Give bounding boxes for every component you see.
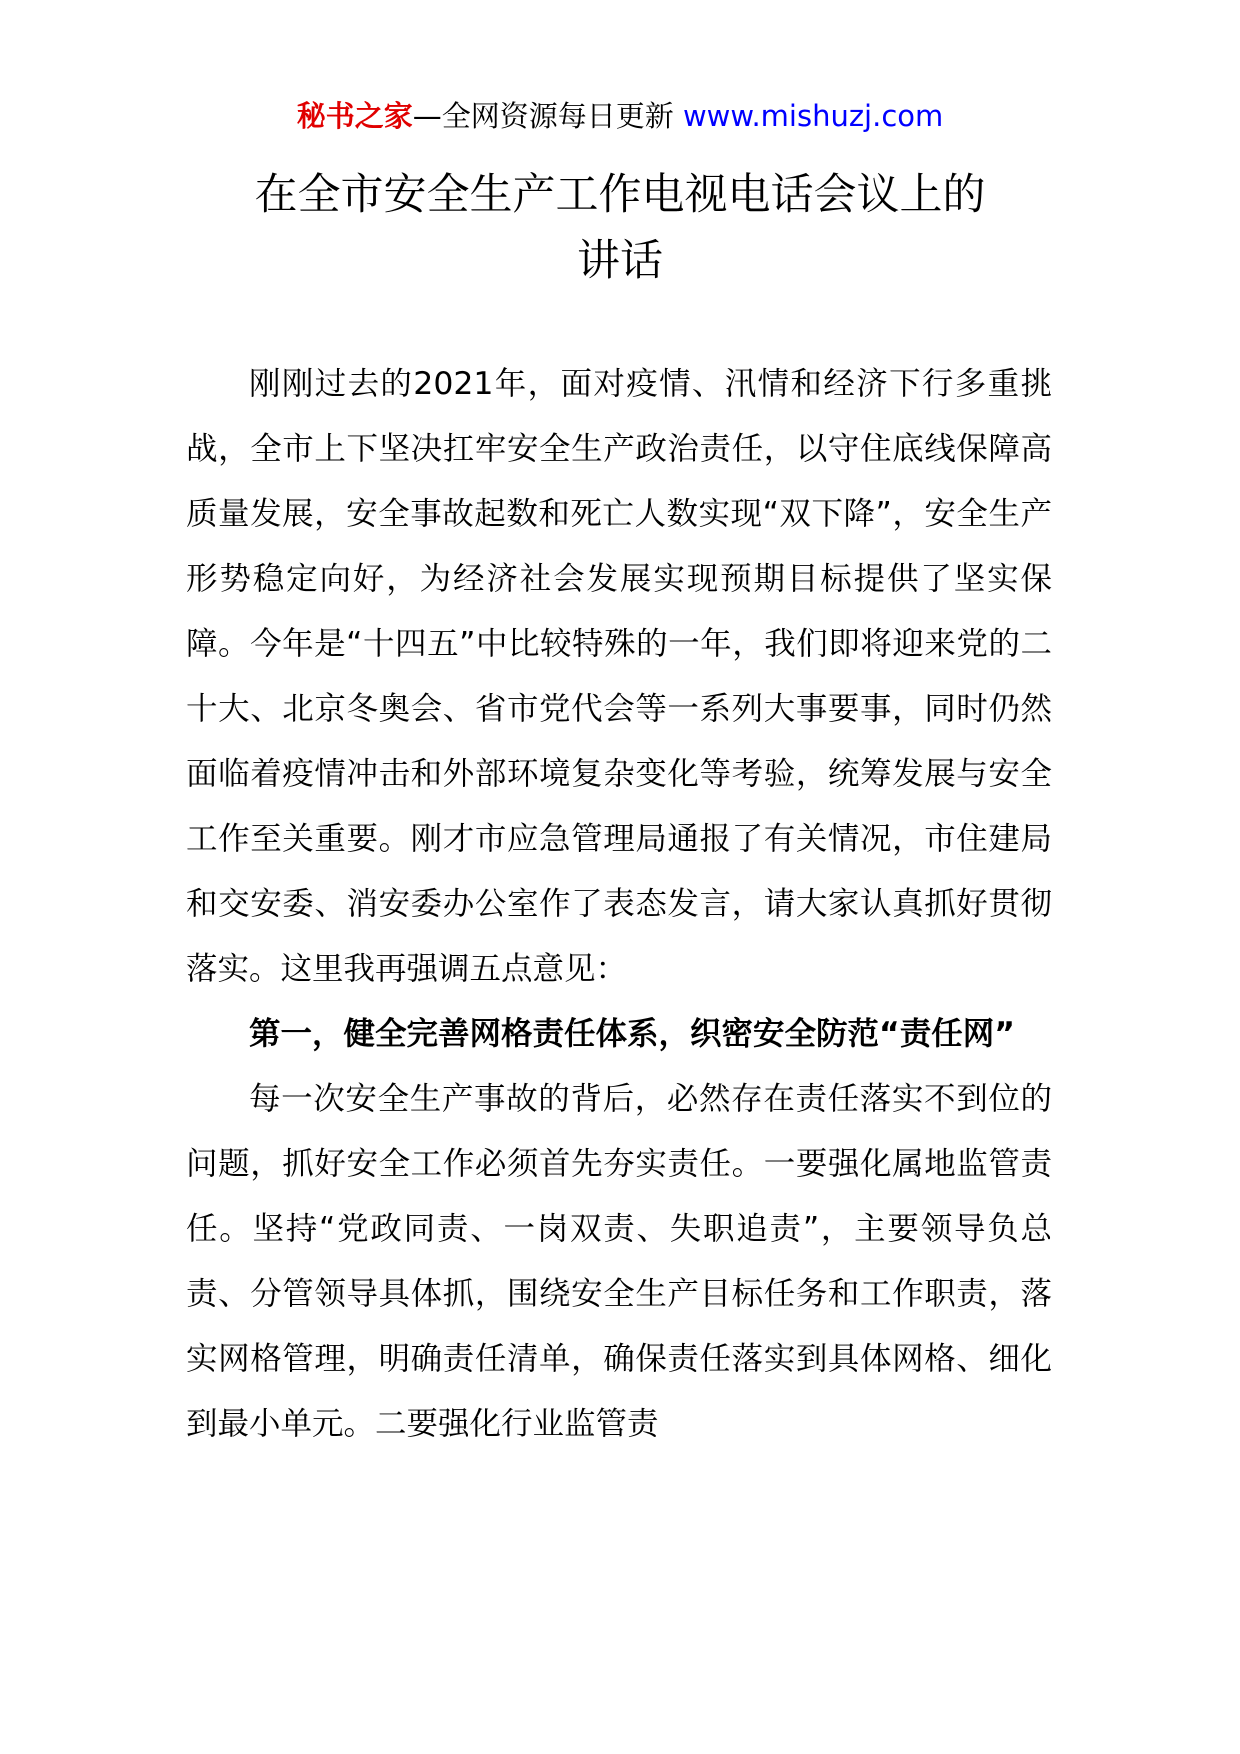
brand-name: 秘书之家 xyxy=(296,99,413,133)
document-title xyxy=(150,162,1090,294)
paragraph-intro: 刚刚过去的2021年，面对疫情、汛情和经济下行多重挑战，全市上下坚决扛牢安全生产政治责任，以守住底线保障高质量发展，安全事故起数和死亡人数实现“双下降”，安全生产形势稳定向好，为经济社会发展实现预期目标提供了坚实保障。今年是“十四五”中比较特殊的一年，我们即将迎来党的二十大、北京冬奥会、省市党代会等一系列大事要事，同时仍然面临着疫情冲击和外部环境复杂变化等考验，统筹发展与安全工作至关重要。刚才市应急管理局通报了有关情况，市住建局和交安委、消安委办公室作了表态发言，请大家认真抓好贯彻落实。这里我再强调五点意见： xyxy=(186,366,1052,987)
title-line-1: 在全市安全生产工作电视电话会议上的 xyxy=(254,170,986,220)
header-slogan: —全网资源每日更新 xyxy=(412,99,674,133)
document-body xyxy=(186,352,1052,1457)
title-line-2: 讲话 xyxy=(577,236,663,286)
site-url-link[interactable]: www.mishuzj.com xyxy=(682,99,944,133)
section-heading-1: 第一，健全完善网格责任体系，织密安全防范“责任网” xyxy=(249,1016,1015,1052)
site-header xyxy=(0,96,1240,136)
paragraph-section-1: 每一次安全生产事故的背后，必然存在责任落实不到位的问题，抓好安全工作必须首先夯实责任。一要强化属地监管责任。坚持“党政同责、一岗双责、失职追责”，主要领导负总责、分管领导具体抓，围绕安全生产目标任务和工作职责，落实网格管理，明确责任清单，确保责任落实到具体网格、细化到最小单元。二要强化行业监管责 xyxy=(186,1081,1052,1442)
